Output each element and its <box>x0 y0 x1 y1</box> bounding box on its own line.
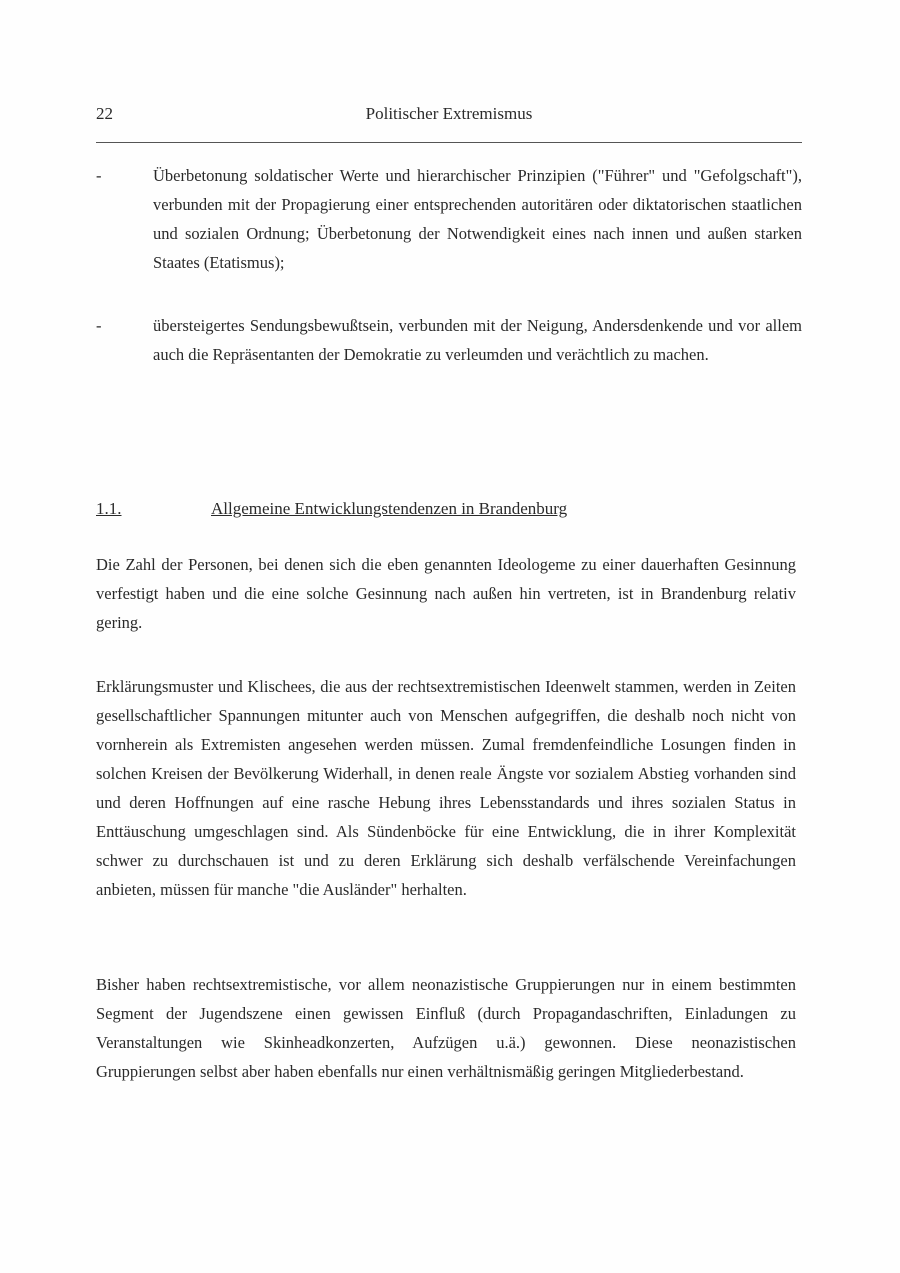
body-paragraph: Die Zahl der Personen, bei denen sich die eben genannten Ideologeme zu einer dauerhaften Gesinnung verfestigt haben und die eine solche Gesinnung nach außen hin vertreten, ist in Brandenburg relativ gering. <box>96 555 796 632</box>
bullet-item <box>96 311 802 369</box>
header-rule <box>96 142 802 143</box>
section-title: Allgemeine Entwicklungstendenzen in Brandenburg <box>211 499 568 518</box>
bullet-marker: - <box>96 166 102 185</box>
bullet-text: Überbetonung soldatischer Werte und hierarchischer Prinzipien ("Führer" und "Gefolgschaft"), verbunden mit der Propagierung einer entsprechenden autoritären oder diktatorischen staatlichen und sozialen Ordnung; Überbetonung der Notwendigkeit eines nach innen und außen starken Staates (Etatismus); <box>153 166 802 272</box>
section-number: 1.1. <box>96 499 122 518</box>
bullet-item <box>96 161 802 277</box>
page-number: 22 <box>96 104 113 123</box>
body-paragraph: Erklärungsmuster und Klischees, die aus der rechtsextremistischen Ideenwelt stammen, werden in Zeiten gesellschaftlicher Spannungen mitunter auch von Menschen aufgegriffen, die deshalb noch nicht von vornherein als Extremisten angesehen werden müssen. Zumal fremdenfeindliche Losungen finden in solchen Kreisen der Bevölkerung Widerhall, in denen reale Ängste vor sozialem Abstieg vorhanden sind und deren Hoffnungen auf eine rasche Hebung ihres Lebensstandards und ihres sozialen Status in Enttäuschung umgeschlagen sind. Als Sündenböcke für eine Entwicklung, die in ihrer Komplexität schwer zu durchschauen ist und zu deren Erklärung sich deshalb verfälschende Vereinfachungen anbieten, müssen für manche "die Ausländer" herhalten. <box>96 677 796 899</box>
page-header <box>96 100 802 128</box>
bullet-marker: - <box>96 316 102 335</box>
body-paragraph: Bisher haben rechtsextremistische, vor allem neonazistische Gruppierungen nur in einem bestimmten Segment der Jugendszene einen gewissen Einfluß (durch Propagandaschriften, Einladungen zu Veranstaltungen wie Skinheadkonzerten, Aufzügen u.ä.) gewonnen. Diese neonazistischen Gruppierungen selbst aber haben ebenfalls nur einen verhältnismäßig geringen Mitgliederbestand. <box>96 975 796 1081</box>
running-title: Politischer Extremismus <box>365 104 533 123</box>
bullet-text: übersteigertes Sendungsbewußtsein, verbunden mit der Neigung, Andersdenkende und vor allem auch die Repräsentanten der Demokratie zu verleumden und verächtlich zu machen. <box>153 316 802 364</box>
